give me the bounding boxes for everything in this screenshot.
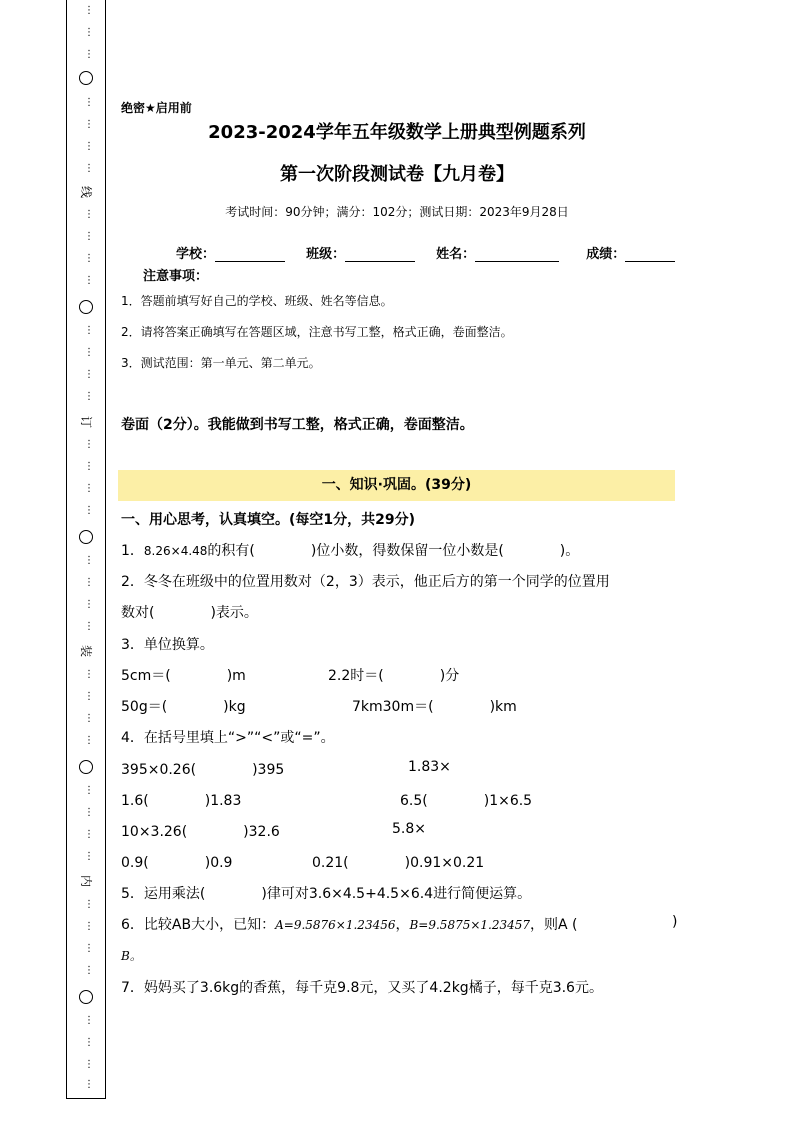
- exam-info: 考试时间：90分钟；满分：102分；测试日期：2023年9月28日: [225, 205, 569, 219]
- binding-hole-circle: [79, 760, 93, 774]
- binding-char: 线: [79, 185, 94, 199]
- binding-dots: ⋮: [84, 347, 94, 358]
- q6-text: 6．比较AB大小，已知：: [121, 917, 276, 933]
- note-item: 3．测试范围：第一单元、第二单元。: [121, 356, 321, 370]
- question-4-r3a: 10×3.26( )32.6: [121, 824, 280, 840]
- binding-dots: ⋮: [84, 369, 94, 380]
- neatness-statement: 卷面（2分）。我能做到书写工整，格式正确，卷面整洁。: [121, 417, 474, 433]
- binding-dots: ⋮: [84, 851, 94, 862]
- binding-dots: ⋮: [84, 555, 94, 566]
- class-label: 班级：: [306, 247, 346, 262]
- name-label: 姓名：: [436, 247, 476, 262]
- binding-dots: ⋮: [84, 439, 94, 450]
- binding-dots: ⋮: [84, 1037, 94, 1048]
- score-field[interactable]: [625, 247, 675, 262]
- q6-close-paren: ): [672, 914, 678, 930]
- q1-expression: 8.26×4.48: [143, 544, 208, 558]
- question-5: 5．运用乘法( )律可对3.6×4.5+4.5×6.4进行简便运算。: [121, 886, 532, 902]
- binding-dots: ⋮: [84, 275, 94, 286]
- exam-title: 2023-2024学年五年级数学上册典型例题系列: [208, 122, 586, 143]
- binding-dots: ⋮: [84, 253, 94, 264]
- question-6: [121, 914, 578, 934]
- binding-dots: ⋮: [84, 209, 94, 220]
- binding-dots: ⋮: [84, 97, 94, 108]
- question-7: 7．妈妈买了3.6kg的香蕉，每千克9.8元，又买了4.2kg橘子，每千克3.6元。: [121, 980, 603, 996]
- part-banner: 一、知识·巩固。(39分): [118, 470, 675, 501]
- binding-char: 装: [79, 644, 94, 658]
- q1-text: 的积有( )位小数，得数保留一位小数是( )。: [207, 543, 580, 559]
- binding-char: 内: [79, 874, 94, 888]
- section-title: 一、用心思考，认真填空。(每空1分，共29分): [121, 512, 416, 528]
- score-label: 成绩：: [586, 247, 626, 262]
- binding-dots: ⋮: [84, 785, 94, 796]
- binding-dots: ⋮: [84, 943, 94, 954]
- binding-dots: ⋮: [84, 483, 94, 494]
- question-4-r2b: 6.5( )1×6.5: [400, 793, 533, 809]
- binding-dots: ⋮: [84, 141, 94, 152]
- q6-separator: ，: [395, 917, 410, 933]
- binding-dots: ⋮: [84, 807, 94, 818]
- binding-dots: ⋮: [84, 735, 94, 746]
- binding-dots: ⋮: [84, 965, 94, 976]
- binding-dots: ⋮: [84, 829, 94, 840]
- question-4-title: 4．在括号里填上“>”“<”或“=”。: [121, 730, 335, 746]
- question-4-r4b: 0.21( )0.91×0.21: [312, 855, 485, 871]
- student-info-row: [176, 243, 675, 262]
- q6-b-formula: B=9.5875×1.23457: [409, 918, 531, 932]
- binding-dots: ⋮: [84, 713, 94, 724]
- binding-dots: ⋮: [84, 505, 94, 516]
- binding-dots: ⋮: [84, 231, 94, 242]
- binding-dots: ⋮: [84, 391, 94, 402]
- binding-dots: ⋮: [84, 163, 94, 174]
- binding-dots: ⋮: [84, 669, 94, 680]
- binding-dots: ⋮: [84, 621, 94, 632]
- question-4-r1a: 395×0.26( )395: [121, 762, 285, 778]
- question-3a: 5cm＝( )m: [121, 668, 246, 684]
- binding-dots: ⋮: [84, 1079, 94, 1090]
- binding-hole-circle: [79, 530, 93, 544]
- confidential-mark: 绝密★启用前: [121, 101, 192, 115]
- question-3b: 2.2时＝( )分: [328, 668, 460, 684]
- binding-dots: ⋮: [84, 119, 94, 130]
- question-6-line2: B。: [121, 949, 142, 963]
- question-4-r1b: 1.83×: [408, 759, 451, 775]
- binding-dots: ⋮: [84, 5, 94, 16]
- school-label: 学校：: [176, 247, 216, 262]
- binding-dots: ⋮: [84, 49, 94, 60]
- binding-dots: ⋮: [84, 27, 94, 38]
- binding-hole-circle: [79, 300, 93, 314]
- binding-dots: ⋮: [84, 325, 94, 336]
- question-2-line1: 2．冬冬在班级中的位置用数对（2，3）表示，他正后方的第一个同学的位置用: [121, 574, 610, 590]
- note-item: 2．请将答案正确填写在答题区域，注意书写工整，格式正确，卷面整洁。: [121, 325, 513, 339]
- binding-hole-circle: [79, 990, 93, 1004]
- question-4-r3b: 5.8×: [392, 821, 426, 837]
- q6-then: ，则A (: [530, 917, 578, 933]
- binding-dots: ⋮: [84, 1015, 94, 1026]
- q1-number: 1．: [121, 543, 144, 559]
- binding-dots: ⋮: [84, 899, 94, 910]
- q6-a-formula: A=9.5876×1.23456: [275, 918, 396, 932]
- note-item: 1．答题前填写好自己的学校、班级、姓名等信息。: [121, 294, 393, 308]
- binding-dots: ⋮: [84, 599, 94, 610]
- binding-dots: ⋮: [84, 691, 94, 702]
- exam-subtitle: 第一次阶段测试卷【九月卷】: [280, 164, 514, 185]
- binding-char: 订: [79, 415, 94, 429]
- binding-hole-circle: [79, 71, 93, 85]
- question-3c: 50g＝( )kg: [121, 699, 246, 715]
- question-2-line2: 数对( )表示。: [121, 605, 258, 621]
- question-4-r4a: 0.9( )0.9: [121, 855, 233, 871]
- question-4-r2a: 1.6( )1.83: [121, 793, 242, 809]
- binding-dots: ⋮: [84, 921, 94, 932]
- question-3d: 7km30m＝( )km: [352, 699, 517, 715]
- binding-dots: ⋮: [84, 1059, 94, 1070]
- name-field[interactable]: [475, 247, 559, 262]
- school-field[interactable]: [215, 247, 285, 262]
- question-1: [121, 540, 579, 560]
- binding-dots: ⋮: [84, 577, 94, 588]
- question-3-title: 3．单位换算。: [121, 637, 214, 653]
- class-field[interactable]: [345, 247, 415, 262]
- binding-dots: ⋮: [84, 461, 94, 472]
- notes-title: 注意事项：: [143, 269, 209, 284]
